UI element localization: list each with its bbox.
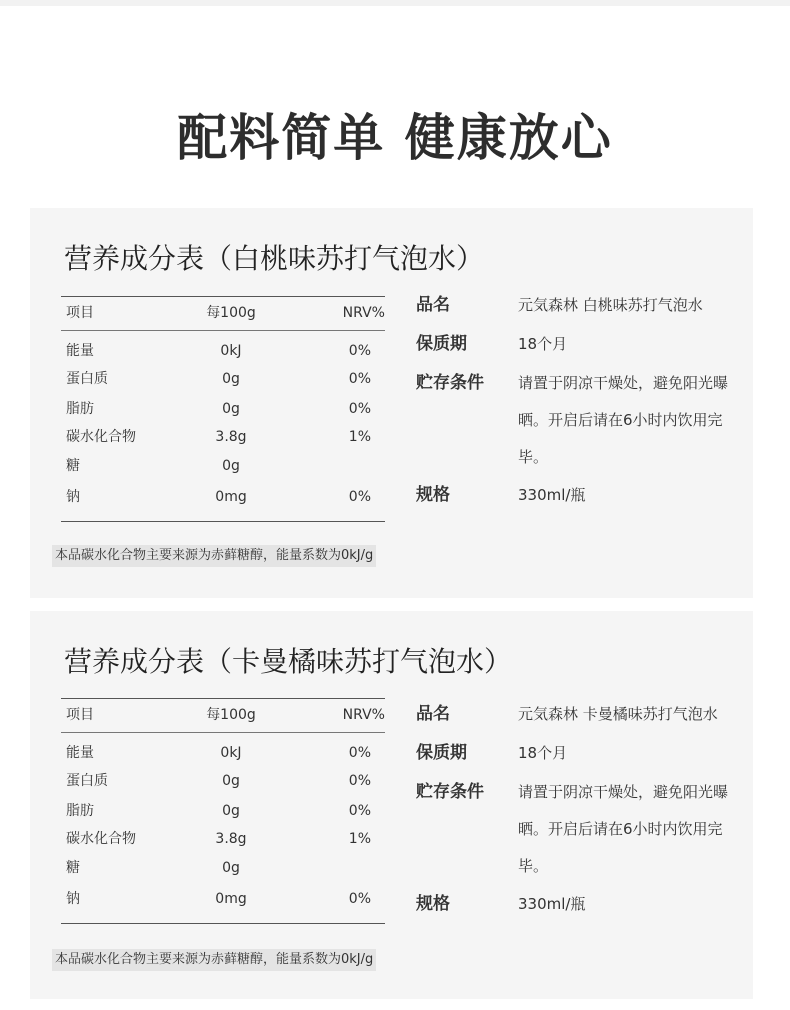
card-title: 营养成分表（白桃味苏打气泡水） [64, 242, 485, 275]
nutrient-amount: 0kJ [220, 343, 242, 359]
nutrient-amount: 0mg [215, 489, 247, 505]
table-row [61, 399, 385, 419]
storage-value: 请置于阴凉干燥处，避免阳光曝晒。开启后请在6小时内饮用完毕。 [518, 374, 729, 466]
card-title: 营养成分表（卡曼橘味苏打气泡水） [64, 645, 513, 678]
nutrition-card-calamansi [30, 611, 753, 999]
top-divider-strip [0, 0, 790, 6]
spec-value: 330ml/瓶 [518, 895, 586, 913]
nutrient-name: 蛋白质 [66, 773, 108, 789]
table-row [61, 858, 385, 878]
nutrition-card-peach [30, 208, 753, 598]
product-name-label: 品名 [416, 295, 450, 315]
storage-value: 请置于阴凉干燥处，避免阳光曝晒。开启后请在6小时内饮用完毕。 [518, 783, 729, 875]
nutrient-name: 钠 [66, 891, 80, 907]
nutrient-name: 钠 [66, 489, 80, 505]
spec-label: 规格 [416, 485, 450, 505]
table-row [61, 341, 385, 361]
nutrient-name: 碳水化合物 [66, 831, 136, 847]
table-row [61, 456, 385, 476]
nutrient-name: 脂肪 [66, 401, 94, 417]
column-header-per-100g: 每100g [206, 305, 256, 321]
table-row [61, 801, 385, 821]
nutrient-amount: 0mg [215, 891, 247, 907]
table-row [61, 889, 385, 909]
column-header-nrv: NRV% [342, 707, 385, 723]
nutrient-nrv: 0% [348, 803, 371, 819]
table-row [61, 743, 385, 763]
nutrient-name: 能量 [66, 745, 94, 761]
column-header-item: 项目 [66, 305, 94, 321]
table-header-row [61, 303, 385, 323]
nutrient-nrv: 0% [348, 745, 371, 761]
table-row [61, 369, 385, 389]
nutrient-name: 能量 [66, 343, 94, 359]
nutrient-amount: 3.8g [215, 831, 247, 847]
column-header-item: 项目 [66, 707, 94, 723]
storage-label: 贮存条件 [416, 782, 484, 802]
shelf-life-value: 18个月 [518, 335, 568, 353]
table-header-row [61, 705, 385, 725]
header-rule [61, 732, 385, 733]
product-name-value: 元気森林 卡曼橘味苏打气泡水 [518, 705, 718, 723]
nutrient-name: 脂肪 [66, 803, 94, 819]
nutrient-nrv: 1% [348, 429, 371, 445]
table-row [61, 427, 385, 447]
nutrient-name: 糖 [66, 458, 80, 474]
nutrient-nrv: 0% [348, 343, 371, 359]
nutrient-amount: 0g [222, 371, 240, 387]
nutrient-nrv: 0% [348, 773, 371, 789]
nutrient-amount: 0g [222, 860, 240, 876]
nutrient-nrv: 1% [348, 831, 371, 847]
storage-label: 贮存条件 [416, 373, 484, 393]
table-row [61, 829, 385, 849]
column-header-per-100g: 每100g [206, 707, 256, 723]
table-row [61, 487, 385, 507]
shelf-life-label: 保质期 [416, 334, 467, 354]
header-rule [61, 330, 385, 331]
nutrient-amount: 3.8g [215, 429, 247, 445]
nutrient-amount: 0kJ [220, 745, 242, 761]
spec-label: 规格 [416, 894, 450, 914]
nutrient-nrv: 0% [348, 489, 371, 505]
nutrition-table [61, 698, 385, 924]
nutrition-table [61, 296, 385, 522]
nutrient-name: 蛋白质 [66, 371, 108, 387]
spec-value: 330ml/瓶 [518, 486, 586, 504]
nutrient-name: 糖 [66, 860, 80, 876]
nutrient-amount: 0g [222, 803, 240, 819]
column-header-nrv: NRV% [342, 305, 385, 321]
shelf-life-value: 18个月 [518, 744, 568, 762]
nutrient-nrv: 0% [348, 371, 371, 387]
nutrient-name: 碳水化合物 [66, 429, 136, 445]
nutrient-amount: 0g [222, 773, 240, 789]
page-headline: 配料简单 健康放心 [177, 109, 613, 167]
nutrient-amount: 0g [222, 401, 240, 417]
nutrient-nrv: 0% [348, 401, 371, 417]
product-name-value: 元気森林 白桃味苏打气泡水 [518, 296, 703, 314]
table-row [61, 771, 385, 791]
product-name-label: 品名 [416, 704, 450, 724]
nutrient-nrv: 0% [348, 891, 371, 907]
footnote: 本品碳水化合物主要来源为赤藓糖醇，能量系数为0kJ/g [52, 545, 376, 567]
footnote: 本品碳水化合物主要来源为赤藓糖醇，能量系数为0kJ/g [52, 949, 376, 971]
nutrient-amount: 0g [222, 458, 240, 474]
shelf-life-label: 保质期 [416, 743, 467, 763]
